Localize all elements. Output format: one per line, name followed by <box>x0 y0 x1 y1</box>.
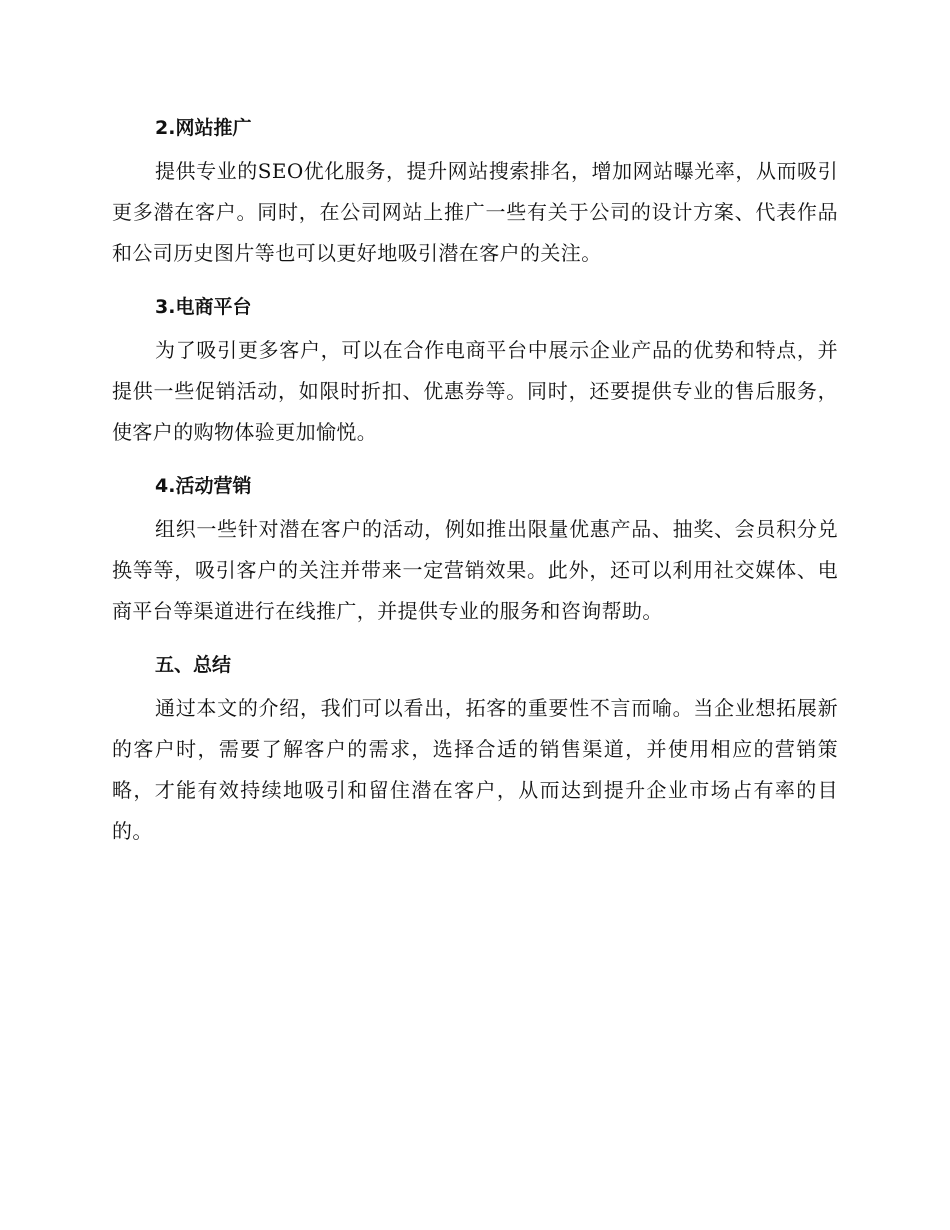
section-summary <box>112 645 838 852</box>
section-event-marketing <box>112 466 838 632</box>
document-page <box>112 108 838 865</box>
section-ecommerce-platform <box>112 287 838 453</box>
section-heading: 3.电商平台 <box>155 296 252 318</box>
section-heading: 2.网站推广 <box>155 117 252 139</box>
section-website-promotion <box>112 108 838 274</box>
section-paragraph: 组织一些针对潜在客户的活动，例如推出限量优惠产品、抽奖、会员积分兑换等等，吸引客户的关注并带来一定营销效果。此外，还可以利用社交媒体、电商平台等渠道进行在线推广，并提供专业的服务和咨询帮助。 <box>112 517 838 623</box>
section-paragraph: 提供专业的SEO优化服务，提升网站搜索排名，增加网站曝光率，从而吸引更多潜在客户。同时，在公司网站上推广一些有关于公司的设计方案、代表作品和公司历史图片等也可以更好地吸引潜在客户的关注。 <box>112 159 838 265</box>
section-paragraph: 通过本文的介绍，我们可以看出，拓客的重要性不言而喻。当企业想拓展新的客户时，需要了解客户的需求，选择合适的销售渠道，并使用相应的营销策略，才能有效持续地吸引和留住潜在客户，从而达到提升企业市场占有率的目的。 <box>112 696 838 843</box>
section-heading: 五、总结 <box>155 654 232 676</box>
section-heading: 4.活动营销 <box>155 475 252 497</box>
section-paragraph: 为了吸引更多客户，可以在合作电商平台中展示企业产品的优势和特点，并提供一些促销活动，如限时折扣、优惠券等。同时，还要提供专业的售后服务，使客户的购物体验更加愉悦。 <box>112 338 838 444</box>
